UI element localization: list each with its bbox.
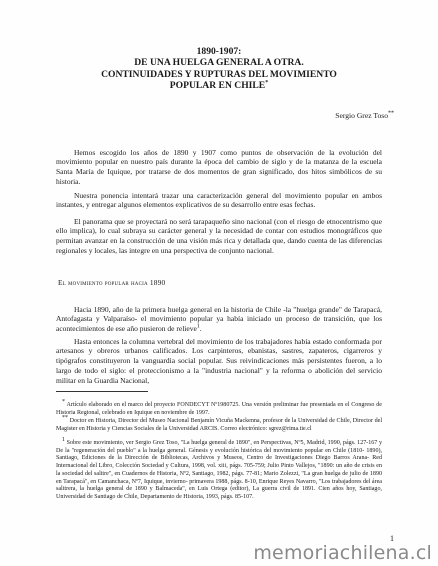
section-heading: [58, 278, 165, 287]
paragraph-5: Hasta entonces la columna vertebral del movimiento de los trabajadores había estado conformada por artesanos y obreros urbanos calificados. Los carpinteros, ebanistas, sastres, zapateros, cigarreros y tipógrafos constituyeron la vanguardia social popular. Sus reivindicaciones más persistentes fueron, a lo largo de todo el siglo: el proteccionismo a la "industria nacional" y la reforma o abolición del servicio militar en la Guardia Nacional,: [56, 336, 382, 385]
author-name: [335, 111, 394, 120]
footnote-1: [56, 399, 382, 417]
paragraph-2: Nuestra ponencia intentará trazar una caracterización general del movimiento popular en ambos instantes, y entregar algunos elementos explicativos de su desarrollo entre esas fechas.: [56, 190, 382, 210]
title-line-4-text: POPULAR EN CHILE: [169, 80, 266, 92]
paragraph-3: El panorama que se proyectará no será tarapaqueño sino nacional (con el riesgo de etnocentrismo que ello implica), lo cual subraya su carácter general y la necesidad de contar con estudios monográficos que permitan avanzar en la construcción de una visión más rica y detallada que, dando cuenta de las diferencias regionales y locales, las integre en una perspectiva de conjunto nacional.: [56, 216, 382, 255]
paragraph-4: Hacia 1890, año de la primera huelga general en la historia de Chile -la "huelga grande" de Tarapacá, Antofagasta y Valparaíso- el movimiento popular ya había iniciado un proceso de transición, que los acontecimientos de ese año pusieron de relieve$^1$.: [56, 304, 382, 334]
author-text: Sergio Grez Toso: [335, 111, 388, 120]
footnote-2-text: Doctor en Historia, Director del Museo Nacional Benjamín Vicuña Mackenna, profesor de la Universidad de Chile, Director del Magister en Historia y Ciencias Sociales de la Universidad ARCIS. Correo electrónico: sgrez@rima.tie.cl: [56, 418, 382, 432]
page-number: 1: [390, 534, 394, 543]
title-line-2: DE UNA HUELGA GENERAL A OTRA.: [134, 57, 304, 69]
title-line-1: 1890-1907:: [196, 46, 242, 57]
paragraph-1: Hemos escogido los años de 1890 y 1907 como puntos de observación de la evolución del movimiento popular en nuestro país durante la época del cambio de siglo y de la matanza de la escuela Santa María de Iquique, por tratarse de dos momentos de gran significado, dos hitos simbólicos de su historia.: [56, 147, 382, 186]
footnote-3-text: Sobre este movimiento, ver Sergio Grez Toso, "La huelga general de 1890", en Perspectivas, Nº5, Madrid, 1990, págs. 127-167 y De la "regeneración del pueblo" a la huelga general. Génesis y evolución histórica del movimiento popular en Chile (1810- 1890), Santiago, Ediciones de la Dirección de Bibliotecas, Archivos y Museos, Centro de Investigaciones Diego Barros Arana- Red Internacional del Libro, Colección Sociedad y Cultura, 1998, vol. xiii, págs. 705-759; Julio Pinto Vallejos, "1890: un año de crisis en la sociedad del salitre", en Cuadernos de Historia, Nº2, Santiago, 1982, págs. 77-81; Mario Zolezzi, "La gran huelga de julio de 1890 en Tarapacá", en Camanchaca, Nº7, Iquique, invierno- primavera 1988, págs. 8-10, Enrique Reyes Navarro, "Los trabajadores del área salitrera, la huelga general de 1890 y Balmaceda", en Luis Ortega (editor), La guerra civil de 1891. Cien años hoy, Santiago, Universidad de Santiago de Chile, Departamento de Historia, 1993, págs. 85-107.: [56, 440, 382, 500]
footnote-1-mark: *: [62, 399, 65, 406]
author-footnote-mark[interactable]: **: [388, 110, 394, 117]
footnote-2-mark: **: [62, 415, 68, 422]
section-heading-text: El movimiento popular hacia 1890: [58, 278, 166, 287]
title-line-3: CONTINUIDADES Y RUPTURAS DEL MOVIMIENTO: [101, 68, 337, 80]
watermark: memoriachilena.cl: [253, 542, 432, 564]
footnote-divider: [56, 391, 148, 392]
title-line-4: [60, 80, 378, 91]
footnote-3-mark: 1: [62, 437, 65, 444]
footnote-3: [56, 437, 382, 502]
title-footnote-mark[interactable]: *: [265, 80, 269, 87]
paragraph-4-text: Hacia 1890, año de la primera huelga general en la historia de Chile -la "huelga grande" de Tarapacá, Antofagasta y Valparaíso- el movimiento popular ya había iniciado un proceso de transición, que los acontecimientos de ese año pusieron de relieve: [56, 304, 382, 334]
article-title: [60, 46, 378, 92]
paragraph-4-footnote-mark[interactable]: 1: [196, 323, 200, 330]
footnote-2: [56, 415, 382, 433]
footnote-1-text: Artículo elaborado en el marco del proyecto FONDECYT Nº1980725. Una versión preliminar fue presentada en el Congreso de Historia Regional, celebrado en Iquique en noviembre de 1997.: [56, 402, 382, 416]
